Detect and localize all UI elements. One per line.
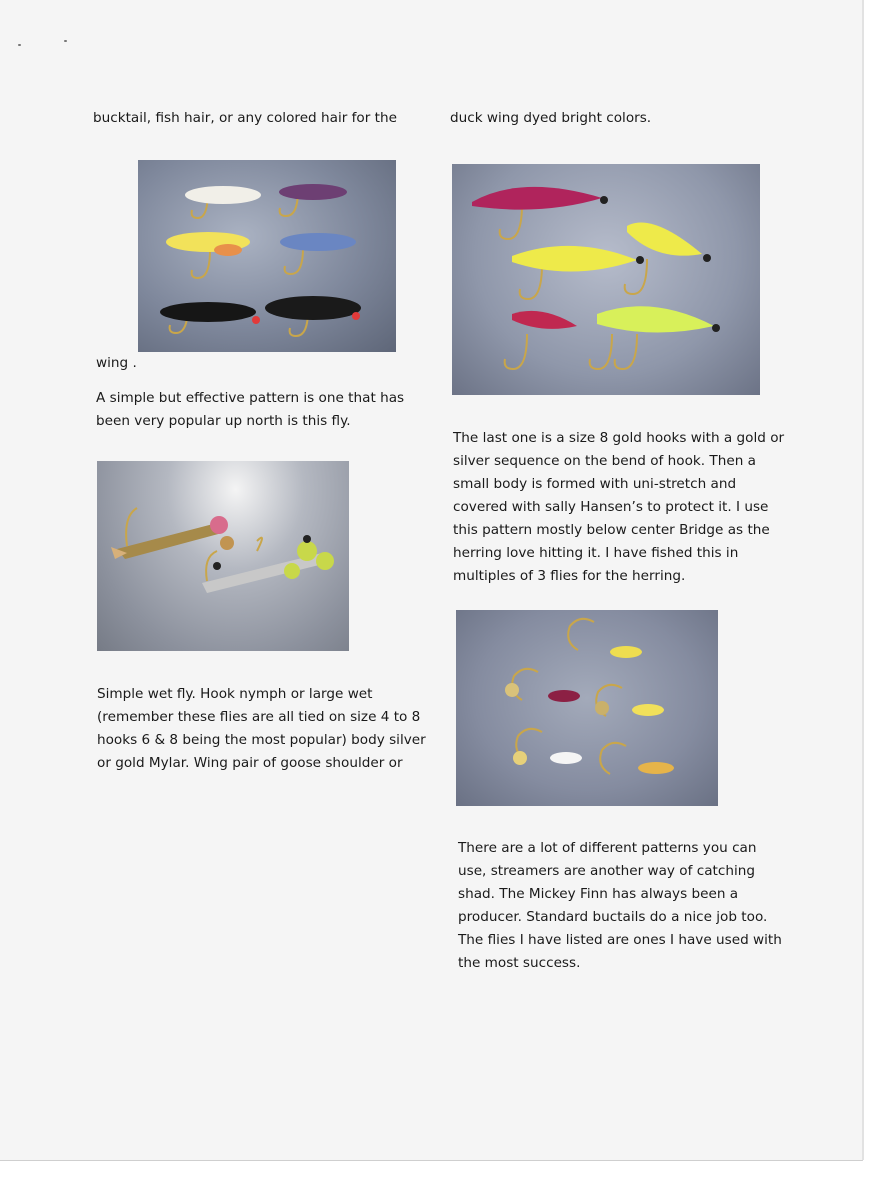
wing-caption: wing . xyxy=(96,355,137,371)
last-one-line-5: this pattern mostly below center Bridge as the xyxy=(453,522,770,538)
wet-fly-line-4: or gold Mylar. Wing pair of goose shoulder or xyxy=(97,755,403,771)
last-one-line-1: The last one is a size 8 gold hooks with a gold or xyxy=(453,430,785,446)
bucktail-streamers-photo xyxy=(138,160,396,352)
bead-head-flies-photo xyxy=(97,461,349,651)
patterns-line-5: The flies I have listed are ones I have used with xyxy=(458,932,782,948)
last-one-line-4: covered with sally Hansen’s to protect it. I use xyxy=(453,499,769,515)
page-edge xyxy=(862,0,864,1160)
patterns-line-3: shad. The Mickey Finn has always been a xyxy=(458,886,739,902)
sequin-flies-photo xyxy=(456,610,718,806)
scan-speck xyxy=(18,44,21,46)
simple-pattern-line-2: been very popular up north is this fly. xyxy=(96,413,351,429)
left-intro-line: bucktail, fish hair, or any colored hair for the xyxy=(93,110,397,126)
patterns-line-6: the most success. xyxy=(458,955,581,971)
patterns-line-1: There are a lot of different patterns you can xyxy=(458,840,757,856)
patterns-line-2: use, streamers are another way of catching xyxy=(458,863,755,879)
patterns-line-4: producer. Standard buctails do a nice job too. xyxy=(458,909,768,925)
last-one-line-6: herring love hitting it. I have fished this in xyxy=(453,545,739,561)
simple-pattern-line-1: A simple but effective pattern is one that has xyxy=(96,390,405,406)
last-one-line-7: multiples of 3 flies for the herring. xyxy=(453,568,686,584)
last-one-line-3: small body is formed with uni-stretch and xyxy=(453,476,737,492)
wet-fly-wings-photo xyxy=(452,164,760,395)
wet-fly-line-2: (remember these flies are all tied on size 4 to 8 xyxy=(97,709,421,725)
right-intro-line: duck wing dyed bright colors. xyxy=(450,110,652,126)
wet-fly-line-1: Simple wet fly. Hook nymph or large wet xyxy=(97,686,373,702)
last-one-line-2: silver sequence on the bend of hook. Then a xyxy=(453,453,756,469)
wet-fly-line-3: hooks 6 & 8 being the most popular) body silver xyxy=(97,732,426,748)
scan-speck xyxy=(64,40,67,42)
